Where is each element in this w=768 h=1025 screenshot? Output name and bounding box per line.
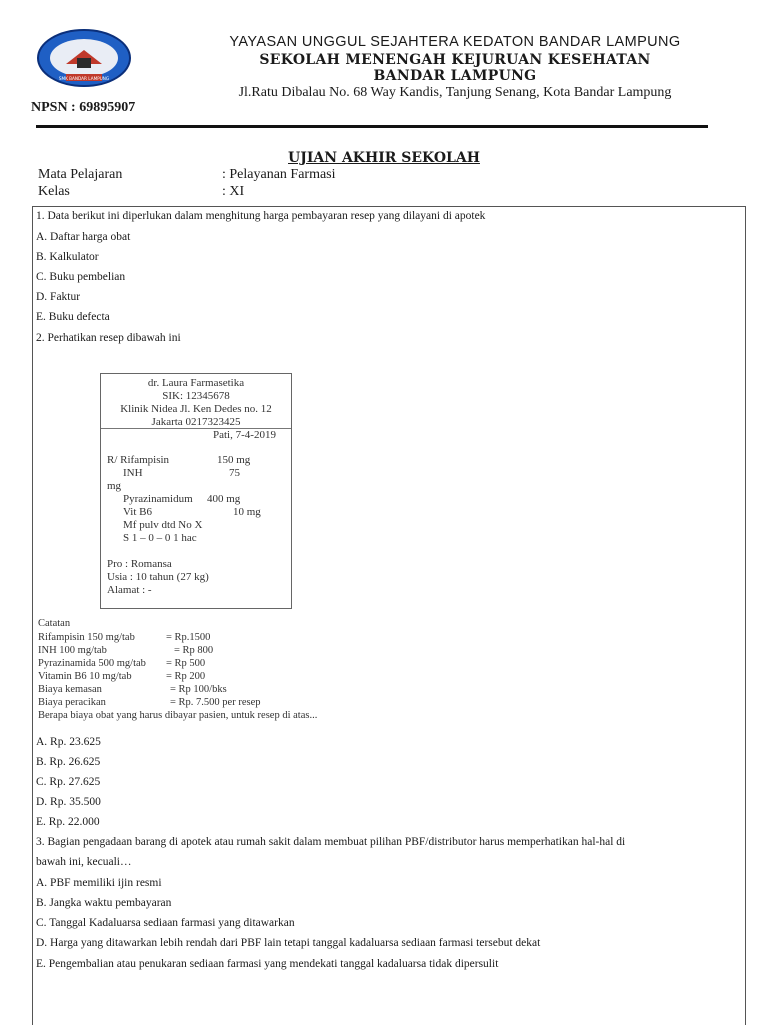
notes-item: Pyrazinamida 500 mg/tab xyxy=(38,658,146,669)
question-3-line2: bawah ini, kecuali… xyxy=(36,856,132,868)
school-address: Jl.Ratu Dibalau No. 68 Way Kandis, Tanjung Senang, Kota Bandar Lampung xyxy=(238,85,672,100)
q1-option-b: B. Kalkulator xyxy=(36,251,99,263)
q2-option-d: D. Rp. 35.500 xyxy=(36,796,101,808)
foundation-name: YAYASAN UNGGUL SEJAHTERA KEDATON BANDAR LAMPUNG xyxy=(229,34,681,50)
q3-option-a: A. PBF memiliki ijin resmi xyxy=(36,877,162,889)
q2-option-e: E. Rp. 22.000 xyxy=(36,816,100,828)
q1-option-a: A. Daftar harga obat xyxy=(36,231,131,243)
q2-option-b: B. Rp. 26.625 xyxy=(36,756,101,768)
header-rule xyxy=(36,125,708,128)
rx-inh-dose: 75 xyxy=(229,467,240,479)
rx-vit-dose: 10 mg xyxy=(233,506,261,518)
school-city: BANDAR LAMPUNG xyxy=(373,68,537,84)
q2-option-a: A. Rp. 23.625 xyxy=(36,736,101,748)
subject-value: : Pelayanan Farmasi xyxy=(222,167,336,182)
notes-price: = Rp.1500 xyxy=(166,632,211,643)
rx-doctor: dr. Laura Farmasetika xyxy=(147,377,245,389)
q1-option-c: C. Buku pembelian xyxy=(36,271,126,283)
notes-price: = Rp 800 xyxy=(174,645,214,656)
q1-option-e: E. Buku defecta xyxy=(36,311,110,323)
class-value: : XI xyxy=(222,184,245,199)
rx-date: Pati, 7-4-2019 xyxy=(213,429,276,441)
q3-option-d: D. Harga yang ditawarkan lebih rendah dari PBF lain tetapi tanggal kadaluarsa sediaan farmasi tersebut dekat xyxy=(36,937,541,949)
rx-r-dose: 150 mg xyxy=(217,454,251,466)
npsn: NPSN : 69895907 xyxy=(31,100,136,115)
rx-usia: Usia : 10 tahun (27 kg) xyxy=(107,571,209,583)
exam-title: UJIAN AKHIR SEKOLAH xyxy=(288,150,480,166)
school-logo xyxy=(36,28,132,88)
q1-option-d: D. Faktur xyxy=(36,291,81,303)
rx-vit: Vit B6 xyxy=(123,506,152,518)
school-name: SEKOLAH MENENGAH KEJURUAN KESEHATAN xyxy=(259,52,651,68)
notes-price: = Rp. 7.500 per resep xyxy=(170,697,261,708)
prescription-card xyxy=(100,373,292,609)
rx-sig: S 1 – 0 – 0 1 hac xyxy=(123,532,197,544)
rx-pro: Pro : Romansa xyxy=(107,558,172,570)
q3-option-c: C. Tanggal Kadaluarsa sediaan farmasi yang ditawarkan xyxy=(36,917,295,929)
rx-pyr: Pyrazinamidum xyxy=(123,493,193,505)
rx-city: Jakarta 0217323425 xyxy=(151,416,241,428)
q2-option-c: C. Rp. 27.625 xyxy=(36,776,101,788)
rx-alamat: Alamat : - xyxy=(107,584,152,596)
notes-item: Biaya kemasan xyxy=(38,684,102,695)
rx-mf: Mf pulv dtd No X xyxy=(123,519,203,531)
notes-item: Biaya peracikan xyxy=(38,697,106,708)
notes-item: INH 100 mg/tab xyxy=(38,645,107,656)
q3-option-b: B. Jangka waktu pembayaran xyxy=(36,897,172,909)
notes-heading: Catatan xyxy=(38,618,71,629)
rx-sik: SIK: 12345678 xyxy=(162,390,230,402)
notes-price: = Rp 200 xyxy=(166,671,206,682)
subject-label: Mata Pelajaran xyxy=(38,167,123,182)
rx-mg: mg xyxy=(107,480,122,492)
notes-price: = Rp 500 xyxy=(166,658,206,669)
q3-option-e: E. Pengembalian atau penukaran sediaan farmasi yang mendekati tanggal kadaluarsa tidak dipersulit xyxy=(36,958,499,970)
notes-item: Vitamin B6 10 mg/tab xyxy=(38,671,132,682)
notes-price: = Rp 100/bks xyxy=(170,684,227,695)
rx-r-line: R/ Rifampisin xyxy=(107,454,170,466)
rx-inh: INH xyxy=(123,467,143,479)
class-label: Kelas xyxy=(38,184,70,199)
rx-clinic: Klinik Nidea Jl. Ken Dedes no. 12 xyxy=(120,403,272,415)
notes-item: Rifampisin 150 mg/tab xyxy=(38,632,135,643)
rx-pyr-dose: 400 mg xyxy=(207,493,241,505)
question-2: 2. Perhatikan resep dibawah ini xyxy=(36,332,181,344)
logo-text: SMK BANDAR LAMPUNG xyxy=(58,76,110,81)
question-3-line1: 3. Bagian pengadaan barang di apotek atau rumah sakit dalam membuat pilihan PBF/distributor harus memperhatikan hal-hal di xyxy=(36,836,626,848)
notes-question: Berapa biaya obat yang harus dibayar pasien, untuk resep di atas... xyxy=(38,710,318,721)
question-1: 1. Data berikut ini diperlukan dalam menghitung harga pembayaran resep yang dilayani di apotek xyxy=(36,210,486,222)
